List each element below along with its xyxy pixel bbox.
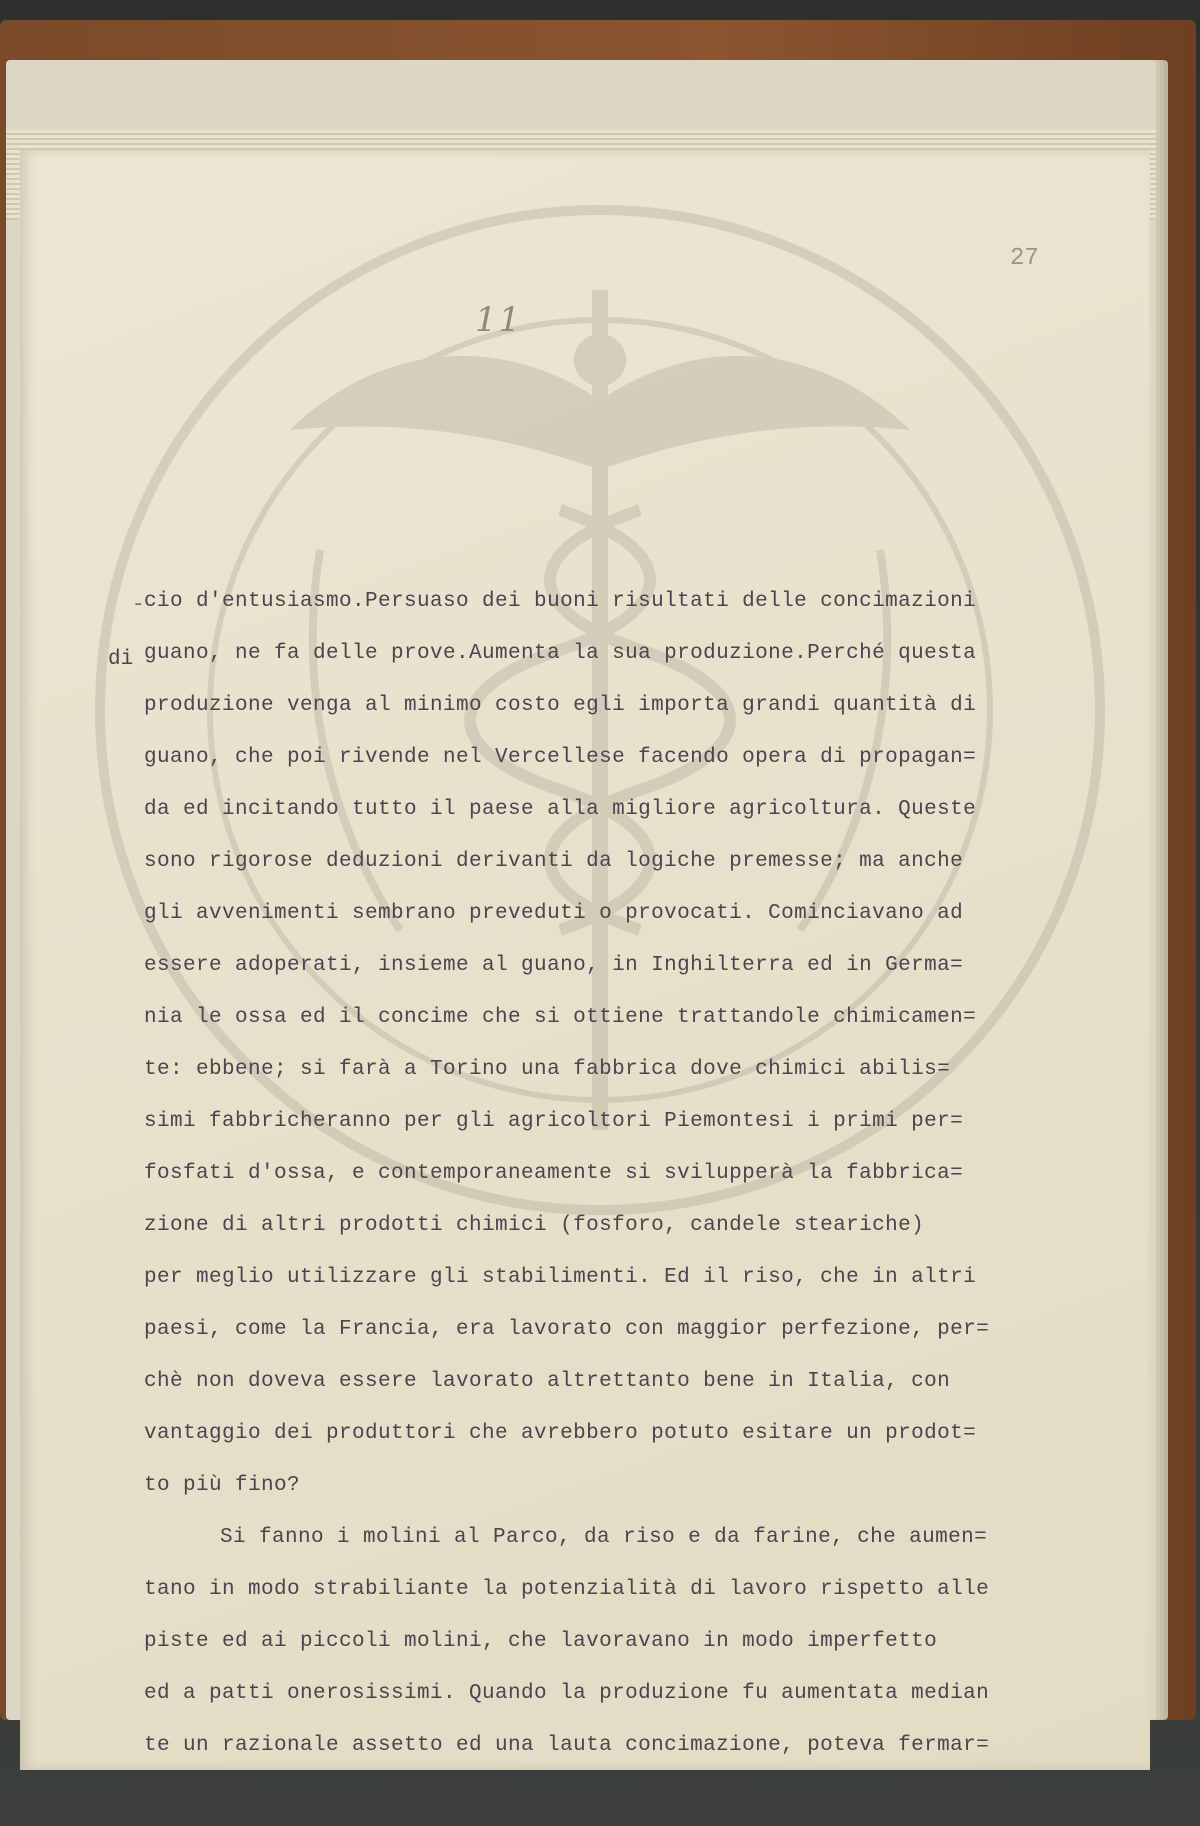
page-number: 27 <box>1010 245 1039 272</box>
document-page <box>20 150 1150 1770</box>
text-line: simi fabbricheranno per gli agricoltori Piemontesi i primi per= <box>144 1110 964 1133</box>
typed-text-body <box>20 150 1150 1770</box>
text-line: fosfati d'ossa, e contemporaneamente si svilupperà la fabbrica= <box>144 1162 964 1185</box>
pencil-annotation: 11 <box>475 300 523 340</box>
margin-dash: - <box>132 594 145 617</box>
text-line: gli avvenimenti sembrano preveduti o provocati. Cominciavano ad <box>144 902 964 925</box>
margin-note: di <box>108 648 134 671</box>
text-line: produzione venga al minimo costo egli importa grandi quantità di <box>144 694 977 717</box>
text-line: per meglio utilizzare gli stabilimenti. Ed il riso, che in altri <box>144 1266 977 1289</box>
text-line: tano in modo strabiliante la potenzialità di lavoro rispetto alle <box>144 1578 990 1601</box>
text-line: paesi, come la Francia, era lavorato con maggior perfezione, per= <box>144 1318 990 1341</box>
text-line: da ed incitando tutto il paese alla migliore agricoltura. Queste <box>144 798 977 821</box>
text-line: te: ebbene; si farà a Torino una fabbrica dove chimici abilis= <box>144 1058 951 1081</box>
text-line: ed a patti onerosissimi. Quando la produzione fu aumentata median <box>144 1682 990 1705</box>
text-line: chè non doveva essere lavorato altrettanto bene in Italia, con <box>144 1370 951 1393</box>
text-line: sono rigorose deduzioni derivanti da logiche premesse; ma anche <box>144 850 964 873</box>
text-line: piste ed ai piccoli molini, che lavoravano in modo imperfetto <box>144 1630 938 1653</box>
text-line: cio d'entusiasmo.Persuaso dei buoni risultati delle concimazioni <box>144 590 977 613</box>
text-line: Si fanno i molini al Parco, da riso e da farine, che aumen= <box>220 1526 988 1549</box>
text-line: to più fino? <box>144 1474 301 1497</box>
text-line: essere adoperati, insieme al guano, in Inghilterra ed in Germa= <box>144 954 964 977</box>
text-line: vantaggio dei produttori che avrebbero potuto esitare un prodot= <box>144 1422 977 1445</box>
text-line: zione di altri prodotti chimici (fosforo, candele steariche) <box>144 1214 925 1237</box>
text-line: te un razionale assetto ed una lauta concimazione, poteva fermar= <box>144 1734 990 1757</box>
text-line: nia le ossa ed il concime che si ottiene trattandole chimicamen= <box>144 1006 977 1029</box>
text-line: guano, ne fa delle prove.Aumenta la sua produzione.Perché questa <box>144 642 977 665</box>
text-line: guano, che poi rivende nel Vercellese facendo opera di propagan= <box>144 746 977 769</box>
